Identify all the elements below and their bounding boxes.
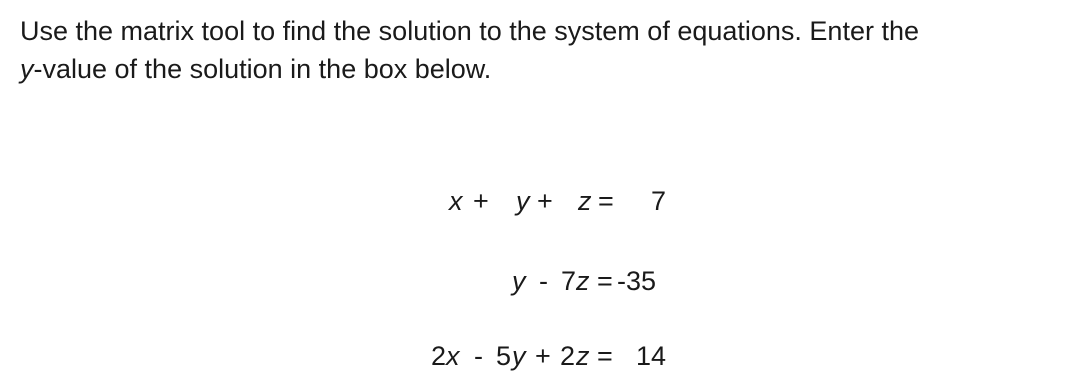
eq1-sign-1: +	[473, 186, 489, 216]
eq1-sign-2: +	[537, 186, 553, 216]
eq3-var-x: x	[446, 341, 460, 371]
equation-1	[0, 185, 1073, 217]
eq1-rhs: 7	[651, 186, 667, 216]
eq3-equals: =	[597, 341, 613, 371]
eq2-equals: =	[597, 266, 613, 296]
eq1-var-z: z	[578, 186, 592, 216]
eq3-var-y: y	[512, 341, 526, 371]
eq3-coef-x: 2	[431, 341, 447, 371]
eq1-equals: =	[598, 186, 614, 216]
eq3-sign-1: -	[474, 341, 483, 371]
prompt-line-2: -value of the solution in the box below.	[33, 54, 492, 84]
equation-2	[0, 265, 1073, 297]
eq2-var-z: z	[576, 266, 590, 296]
eq2-sign-1: -	[539, 266, 548, 296]
eq2-rhs: -35	[617, 266, 657, 296]
eq2-coef-z: 7	[561, 266, 577, 296]
eq3-var-z: z	[576, 341, 590, 371]
prompt-line-1: Use the matrix tool to find the solution to the system of equations. Enter the	[20, 16, 919, 46]
eq2-var-y: y	[512, 266, 526, 296]
eq3-rhs: 14	[636, 341, 667, 371]
eq3-coef-y: 5	[496, 341, 512, 371]
eq1-var-y: y	[516, 186, 530, 216]
equation-3	[0, 340, 1073, 372]
eq3-coef-z: 2	[560, 341, 576, 371]
eq1-var-x: x	[449, 186, 463, 216]
prompt-y-variable: y	[20, 54, 34, 84]
eq3-sign-2: +	[535, 341, 551, 371]
